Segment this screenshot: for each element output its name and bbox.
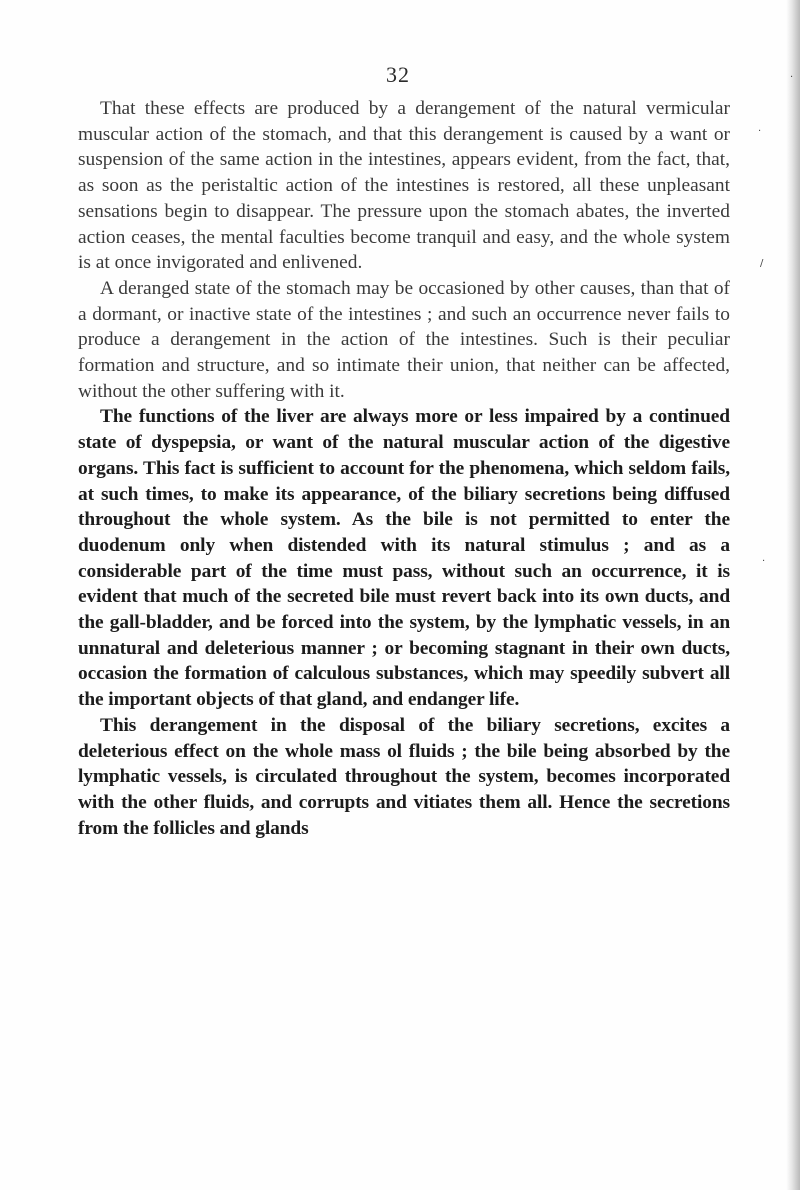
page-number: 32 [386, 62, 410, 87]
paragraph-2: A deranged state of the stomach may be occasioned by other causes, than that of a dormant, or inactive state of the intestines ; and such an occurrence never fails to produce a derangement in the action of the intestines. Such is their peculiar formation and structure, and so intimate their union, that neither can be affected, without the other suffering with it. [78, 277, 730, 402]
paragraph-3: The functions of the liver are always more or less impaired by a continued state of dyspepsia, or want of the natural muscular action of the digestive organs. This fact is sufficient to account for the phenomena, which seldom fails, at such times, to make its appearance, of the biliary secretions being diffused throughout the whole system. As the bile is not permitted to enter the duodenum only when distended with its natural stimulus ; and as a considerable part of the time must pass, without such an occurrence, it is evident that much of the secreted bile must revert back into its own ducts, and the gall-bladder, and be forced into the system, by the lymphatic vessels, in an unnatural and deleterious manner ; or becoming stagnant in their own ducts, occasion the formation of calculous substances, which may speedily subvert all the important objects of that gland, and endanger life. [78, 406, 730, 711]
margin-speck: · [758, 126, 762, 137]
paragraph-1: That these effects are produced by a derangement of the natural vermicular muscular action of the stomach, and that this derangement is caused by a want or suspension of the same action in the intestines, appears evident, from the fact, that, as soon as the peristaltic action of the intestines is restored, all these unpleasant sensations begin to disappear. The pressure upon the stomach abates, the inverted action ceases, the mental faculties become tranquil and easy, and the whole system is at once invigorated and enlivened. [78, 98, 730, 274]
paragraph-4: This derangement in the disposal of the biliary secretions, excites a deleterious effect on the whole mass ol fluids ; the bile being absorbed by the lymphatic vessels, is circulated throughout the system, becomes incorporated with the other fluids, and corrupts and vitiates them all. Hence the secretions from the follicles and glands [78, 714, 730, 839]
page-edge-shadow [786, 0, 800, 1190]
margin-speck: · [790, 72, 794, 83]
margin-speck: / [760, 258, 764, 269]
margin-speck: · [762, 556, 766, 567]
body-text [78, 96, 730, 841]
